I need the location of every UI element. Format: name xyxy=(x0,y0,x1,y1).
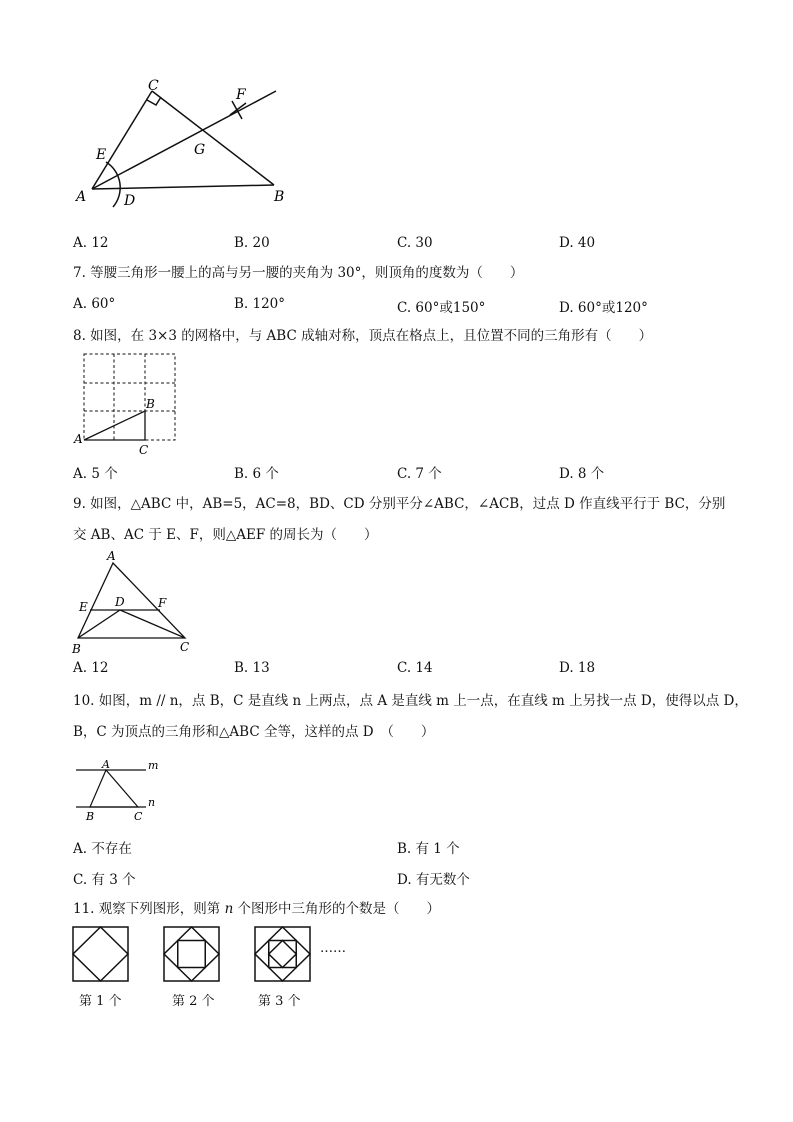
q11-caption-1: 第 1 个 xyxy=(79,994,122,1009)
figure-q10-parallel-lines xyxy=(70,755,170,827)
label-B: B xyxy=(72,642,81,656)
question-10-text-line1: 10. 如图，m // n，点 B，C 是直线 n 上两点，点 A 是直线 m 上一点，在直线 m 上另找一点 D，使得以点 D， xyxy=(73,693,748,709)
q9-option-b: B. 13 xyxy=(234,660,270,676)
q7-option-c: C. 60°或150° xyxy=(397,300,486,316)
question-11-text-pre: 11. 观察下列图形，则第 xyxy=(73,901,225,917)
q7-option-b: B. 120° xyxy=(234,296,286,312)
label-A: A xyxy=(74,432,83,446)
question-11-text-post: 个图形中三角形的个数是（ ） xyxy=(233,901,441,917)
question-8-text: 8. 如图，在 3×3 的网格中，与 ABC 成轴对称，顶点在格点上，且位置不同的三角形有（ ） xyxy=(73,328,653,344)
label-A: A xyxy=(107,549,116,563)
q6-option-a: A. 12 xyxy=(73,235,109,251)
label-E: E xyxy=(96,147,107,163)
figure-q9-triangle xyxy=(70,545,200,655)
q9-option-c: C. 14 xyxy=(397,660,433,676)
figure-q11-pattern-3 xyxy=(254,926,312,982)
question-9-text-line2: 交 AB、AC 于 E、F，则△AEF 的周长为（ ） xyxy=(73,527,378,543)
figure-q6-triangle xyxy=(70,75,290,215)
question-10-text-line2: B，C 为顶点的三角形和△ABC 全等，这样的点 D （ ） xyxy=(73,724,435,740)
label-A: A xyxy=(76,189,87,205)
q8-option-a: A. 5 个 xyxy=(73,466,118,482)
label-A: A xyxy=(102,758,110,771)
label-F: F xyxy=(236,87,246,103)
label-B: B xyxy=(146,397,155,411)
figure-q8-grid xyxy=(70,350,190,460)
label-C: C xyxy=(134,810,143,823)
label-B: B xyxy=(274,189,285,205)
label-G: G xyxy=(194,142,206,158)
q7-option-d: D. 60°或120° xyxy=(559,300,648,316)
q7-option-a: A. 60° xyxy=(73,296,116,312)
q11-caption-2: 第 2 个 xyxy=(172,994,215,1009)
label-C: C xyxy=(139,443,149,457)
label-D: D xyxy=(115,595,125,609)
label-E: E xyxy=(79,600,88,614)
figure-q11-pattern-1 xyxy=(72,926,130,982)
q6-option-d: D. 40 xyxy=(559,235,596,251)
q8-option-b: B. 6 个 xyxy=(234,466,279,482)
q8-option-d: D. 8 个 xyxy=(559,466,605,482)
label-m: m xyxy=(148,759,159,772)
label-C: C xyxy=(148,78,159,94)
label-D: D xyxy=(124,193,136,209)
label-n: n xyxy=(148,796,156,809)
q11-ellipsis: …… xyxy=(320,941,346,956)
q8-option-c: C. 7 个 xyxy=(397,466,442,482)
label-C: C xyxy=(180,640,190,654)
q10-option-a: A. 不存在 xyxy=(73,841,132,857)
q10-option-b: B. 有 1 个 xyxy=(397,841,460,857)
label-F: F xyxy=(158,596,167,610)
question-11-variable: n xyxy=(224,901,234,917)
q6-option-c: C. 30 xyxy=(397,235,433,251)
question-7-text: 7. 等腰三角形一腰上的高与另一腰的夹角为 30°，则顶角的度数为（ ） xyxy=(73,265,524,281)
q11-caption-3: 第 3 个 xyxy=(258,994,301,1009)
figure-q11-pattern-2 xyxy=(163,926,221,982)
question-11-text xyxy=(73,899,440,919)
q9-option-a: A. 12 xyxy=(73,660,109,676)
q9-option-d: D. 18 xyxy=(559,660,596,676)
q6-option-b: B. 20 xyxy=(234,235,270,251)
q10-option-d: D. 有无数个 xyxy=(397,872,470,888)
label-B: B xyxy=(86,810,95,823)
q10-option-c: C. 有 3 个 xyxy=(73,872,136,888)
question-9-text-line1: 9. 如图，△ABC 中，AB=5，AC=8，BD、CD 分别平分∠ABC，∠ACB，过点 D 作直线平行于 BC，分别 xyxy=(73,496,726,512)
